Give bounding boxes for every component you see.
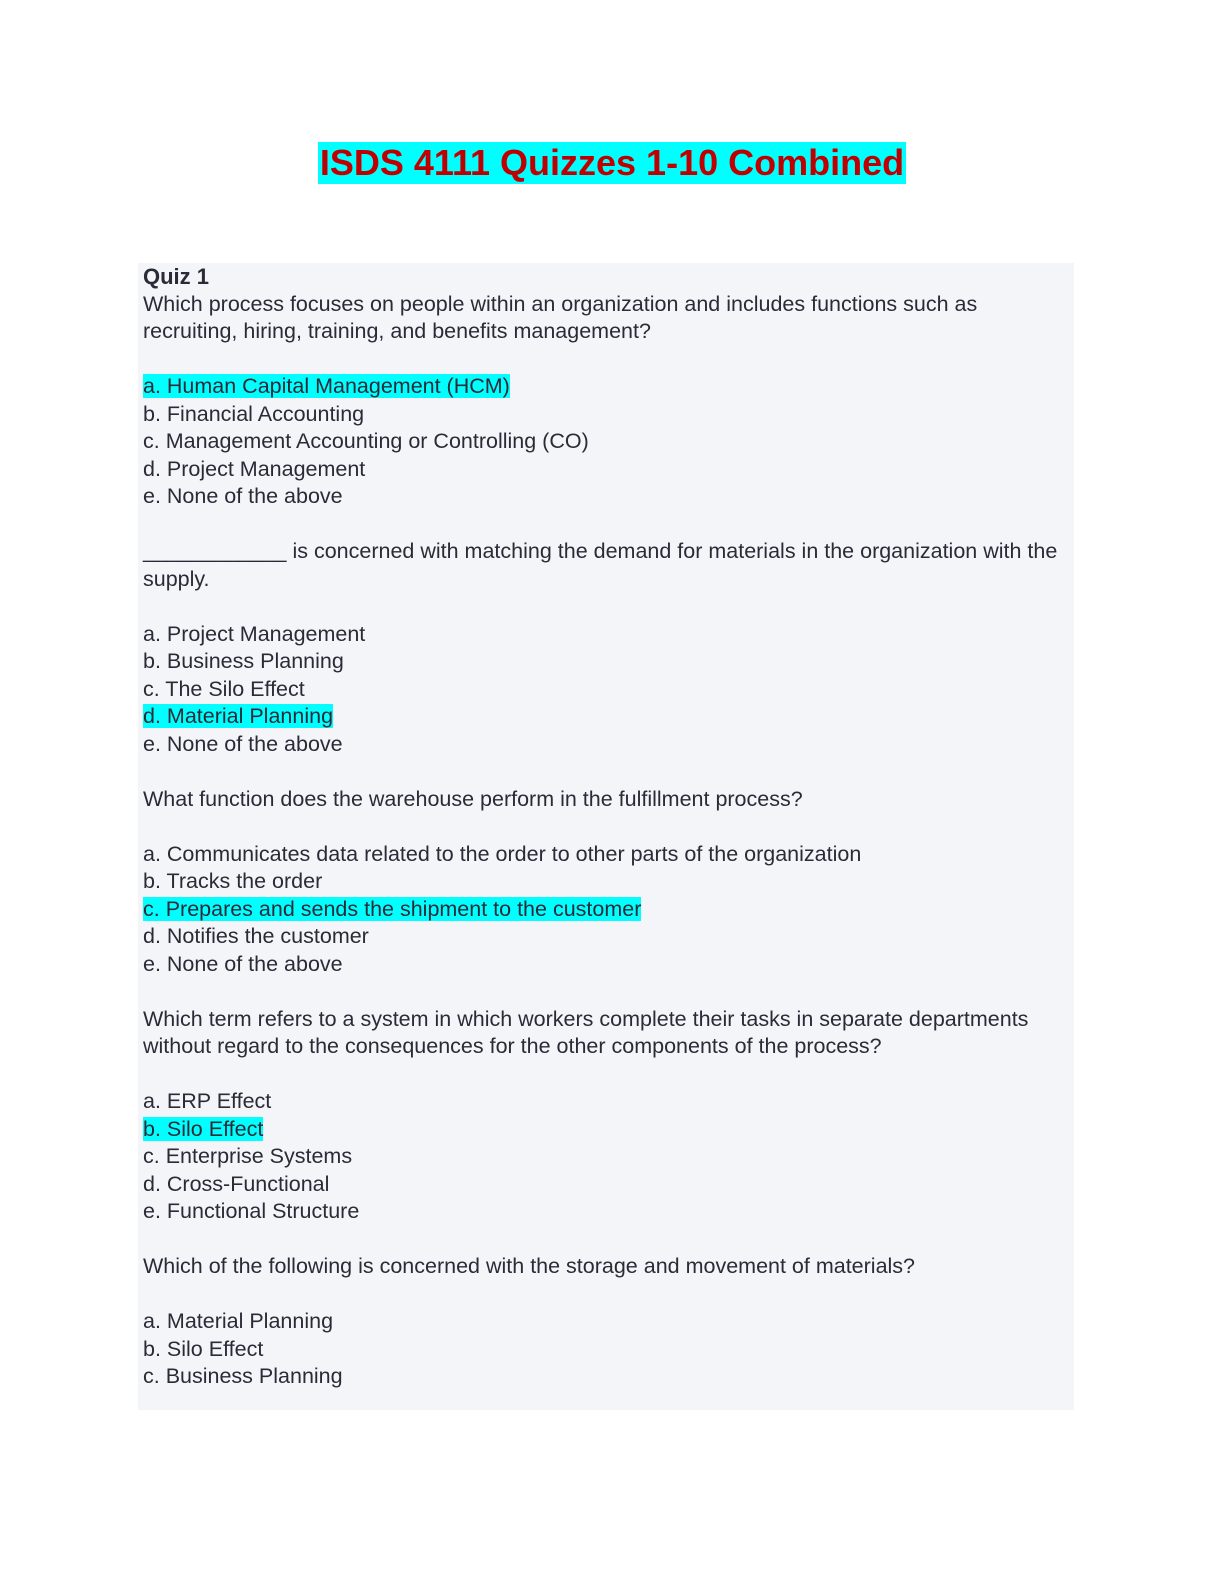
option-list: [143, 1308, 1068, 1391]
option: [143, 373, 1068, 401]
question-block: [143, 291, 1068, 511]
option-list: [143, 841, 1068, 979]
question-text: What function does the warehouse perform in the fulfillment process?: [143, 786, 803, 811]
quiz-content-inner: [143, 263, 1068, 1391]
option: e. None of the above: [143, 951, 343, 976]
option: d. Project Management: [143, 456, 366, 481]
question-block: [143, 1253, 1068, 1391]
option: a. Material Planning: [143, 1309, 334, 1333]
option: e. None of the above: [143, 731, 343, 756]
option: b. Financial Accounting: [143, 401, 365, 426]
option-list: [143, 373, 1068, 511]
question-text: ____________ is concerned with matching the demand for materials in the organization with the supply.: [143, 539, 1058, 591]
question-text: Which process focuses on people within an organization and includes functions such as recruiting, hiring, training, and benefits management?: [143, 291, 978, 343]
option: e. Functional Structure: [143, 1199, 360, 1223]
correct-answer-highlight: a. Human Capital Management (HCM): [143, 374, 510, 398]
option-list: [143, 621, 1068, 759]
option: c. Management Accounting or Controlling (CO): [143, 429, 589, 453]
question-block: [143, 786, 1068, 979]
option: [143, 703, 1068, 731]
option: c. Enterprise Systems: [143, 1144, 353, 1168]
question-block: [143, 1006, 1068, 1226]
option: b. Tracks the order: [143, 869, 323, 893]
option: d. Cross-Functional: [143, 1171, 330, 1196]
page-title: ISDS 4111 Quizzes 1-10 Combined: [319, 142, 905, 183]
correct-answer-highlight: c. Prepares and sends the shipment to the customer: [143, 896, 642, 921]
title-container: [0, 142, 1224, 184]
question-text: Which of the following is concerned with the storage and movement of materials?: [143, 1254, 916, 1278]
option: a. Project Management: [143, 621, 366, 646]
correct-answer-highlight: b. Silo Effect: [143, 1116, 264, 1141]
question-text: Which term refers to a system in which workers complete their tasks in separate departments without regard to the consequences for the other components of the process?: [143, 1006, 1029, 1058]
option: b. Silo Effect: [143, 1336, 264, 1361]
option-list: [143, 1088, 1068, 1226]
option: b. Business Planning: [143, 649, 344, 673]
option: [143, 1116, 1068, 1144]
option: e. None of the above: [143, 484, 343, 508]
question-block: [143, 538, 1068, 758]
correct-answer-highlight: d. Material Planning: [143, 704, 334, 728]
option: c. Business Planning: [143, 1364, 343, 1388]
quiz-heading: Quiz 1: [143, 264, 210, 289]
option: c. The Silo Effect: [143, 676, 305, 701]
option: [143, 896, 1068, 924]
quiz-content: [138, 263, 1074, 1410]
option: a. Communicates data related to the order to other parts of the organization: [143, 841, 862, 866]
option: a. ERP Effect: [143, 1089, 272, 1113]
option: d. Notifies the customer: [143, 924, 369, 948]
